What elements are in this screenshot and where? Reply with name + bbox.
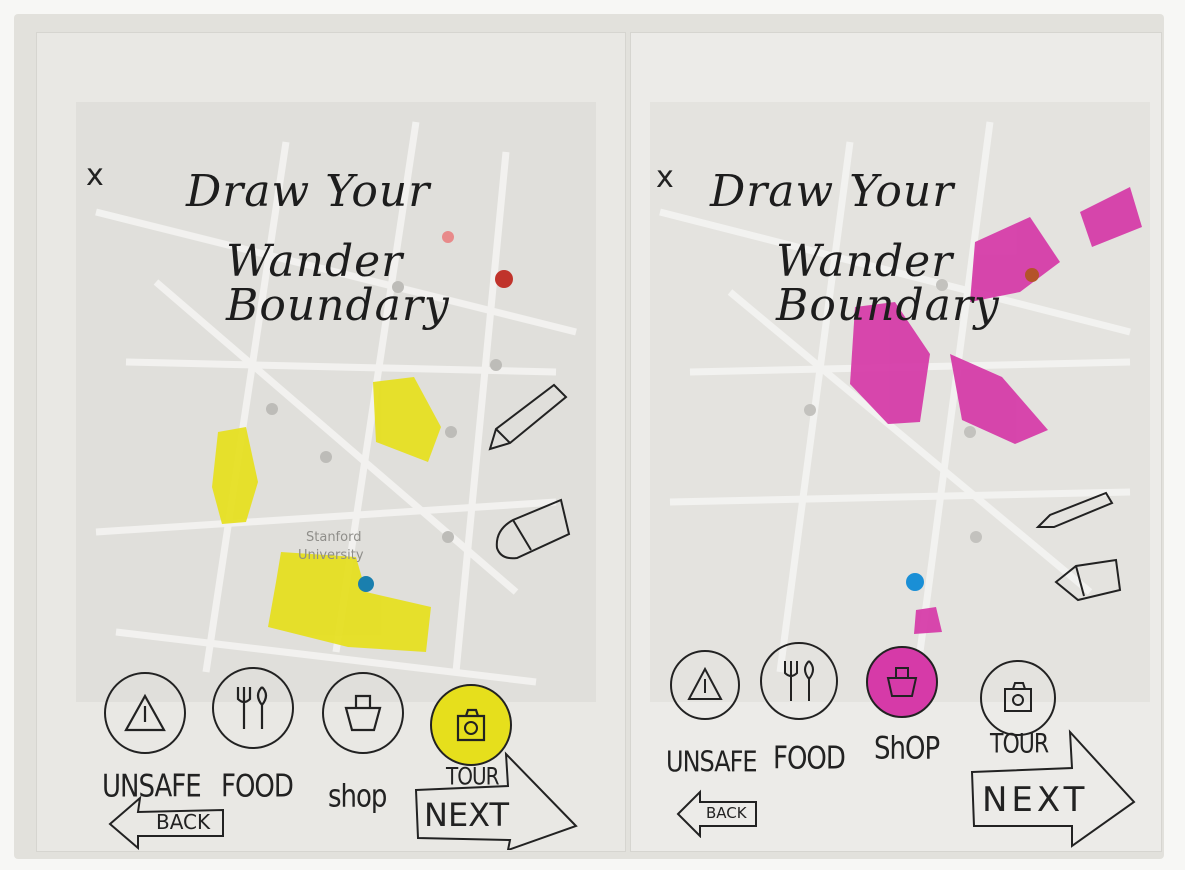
map-label: Stanford xyxy=(306,530,362,545)
warning-triangle-icon xyxy=(122,690,168,736)
category-label-unsafe: UNSAFE xyxy=(666,745,757,779)
eraser-tool-button[interactable] xyxy=(1050,552,1130,611)
next-button-label: NEXT xyxy=(424,796,510,834)
category-unsafe-button[interactable] xyxy=(104,672,186,754)
category-tour-button[interactable] xyxy=(980,660,1056,736)
category-food-button[interactable] xyxy=(212,667,294,749)
back-button-label: BACK xyxy=(156,810,211,834)
eraser-icon xyxy=(1050,552,1130,607)
back-button[interactable] xyxy=(676,788,762,838)
close-button[interactable]: x xyxy=(86,158,104,193)
eraser-icon xyxy=(491,490,576,565)
category-unsafe-button[interactable] xyxy=(670,650,740,720)
current-location-marker xyxy=(906,573,924,591)
category-shop-button[interactable] xyxy=(866,646,938,718)
shopping-basket-icon xyxy=(340,690,386,736)
next-button[interactable] xyxy=(968,728,1138,848)
back-button-label: BACK xyxy=(706,804,747,822)
warning-triangle-icon xyxy=(685,665,725,705)
camera-icon xyxy=(448,702,494,748)
pencil-tool-button[interactable] xyxy=(482,377,572,461)
category-food-button[interactable] xyxy=(760,642,838,720)
page-title-line1: Draw Your xyxy=(710,166,955,217)
pencil-icon xyxy=(482,377,572,457)
category-label-unsafe: UNSAFE xyxy=(102,769,201,805)
category-label-tour: TOUR xyxy=(446,761,499,791)
page-title-line2: Wander Boundary xyxy=(776,236,1000,331)
camera-icon xyxy=(997,677,1039,719)
screen-pink xyxy=(630,32,1162,852)
category-label-shop: shop xyxy=(328,779,387,815)
category-label-food: FOOD xyxy=(221,769,293,805)
pencil-icon xyxy=(1032,487,1122,537)
fork-spoon-icon xyxy=(230,683,276,733)
close-button[interactable]: x xyxy=(656,160,674,195)
category-shop-button[interactable] xyxy=(322,672,404,754)
category-label-shop: ShOP xyxy=(874,731,940,767)
current-location-marker xyxy=(358,576,374,592)
category-label-tour: TOUR xyxy=(990,729,1049,760)
pencil-tool-button[interactable] xyxy=(1032,487,1122,541)
next-button-label: NEXT xyxy=(982,780,1089,820)
next-button[interactable] xyxy=(412,750,582,850)
map-label: University xyxy=(298,548,364,563)
page-title-line2: Wander Boundary xyxy=(226,236,450,331)
page-title-line1: Draw Your xyxy=(186,166,431,217)
eraser-tool-button[interactable] xyxy=(491,490,576,569)
category-label-food: FOOD xyxy=(773,741,845,777)
screen-yellow xyxy=(36,32,626,852)
fork-spoon-icon xyxy=(777,657,821,705)
shopping-basket-icon xyxy=(882,662,922,702)
back-button[interactable] xyxy=(108,792,228,852)
